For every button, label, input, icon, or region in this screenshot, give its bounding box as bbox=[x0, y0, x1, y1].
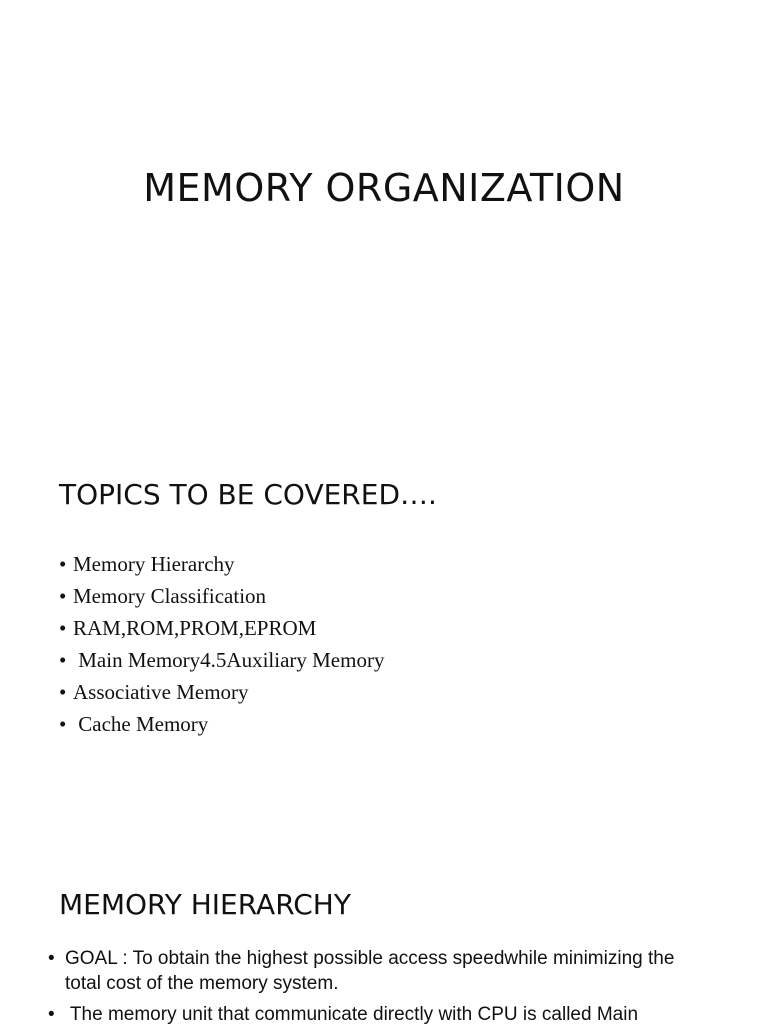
topic-label: Associative Memory bbox=[73, 680, 249, 704]
slide-memory-hierarchy bbox=[0, 850, 768, 1024]
bullet-icon: • bbox=[59, 552, 67, 576]
topics-heading: TOPICS TO BE COVERED…. bbox=[59, 478, 437, 511]
bullet-icon: • bbox=[48, 1004, 55, 1025]
topic-label: Memory Classification bbox=[73, 584, 267, 608]
point-text: The memory unit that communicate directly with CPU is called Main bbox=[65, 1004, 639, 1025]
bullet-icon: • bbox=[59, 680, 67, 704]
bullet-icon: • bbox=[59, 616, 67, 640]
topic-label: Memory Hierarchy bbox=[73, 552, 235, 576]
topic-item bbox=[59, 612, 384, 644]
topic-item bbox=[59, 644, 384, 676]
topic-item bbox=[59, 548, 384, 580]
point-text: GOAL : To obtain the highest possible access speedwhile minimizing the total cost of the memory system. bbox=[65, 948, 675, 994]
hierarchy-point bbox=[48, 1002, 698, 1027]
topics-list bbox=[59, 548, 384, 740]
hierarchy-heading: MEMORY HIERARCHY bbox=[59, 888, 351, 921]
topic-label: Cache Memory bbox=[73, 712, 209, 736]
topic-item bbox=[59, 708, 384, 740]
hierarchy-point bbox=[48, 946, 698, 996]
slide-title bbox=[0, 0, 768, 430]
topic-label: RAM,ROM,PROM,EPROM bbox=[73, 616, 317, 640]
bullet-icon: • bbox=[59, 648, 67, 672]
topic-item bbox=[59, 580, 384, 612]
bullet-icon: • bbox=[59, 584, 67, 608]
bullet-icon: • bbox=[48, 948, 55, 969]
slide-topics bbox=[0, 430, 768, 850]
slide-title-text: MEMORY ORGANIZATION bbox=[143, 166, 625, 210]
hierarchy-points bbox=[48, 946, 698, 1033]
topic-item bbox=[59, 676, 384, 708]
bullet-icon: • bbox=[59, 712, 67, 736]
topic-label: Main Memory4.5Auxiliary Memory bbox=[73, 648, 385, 672]
